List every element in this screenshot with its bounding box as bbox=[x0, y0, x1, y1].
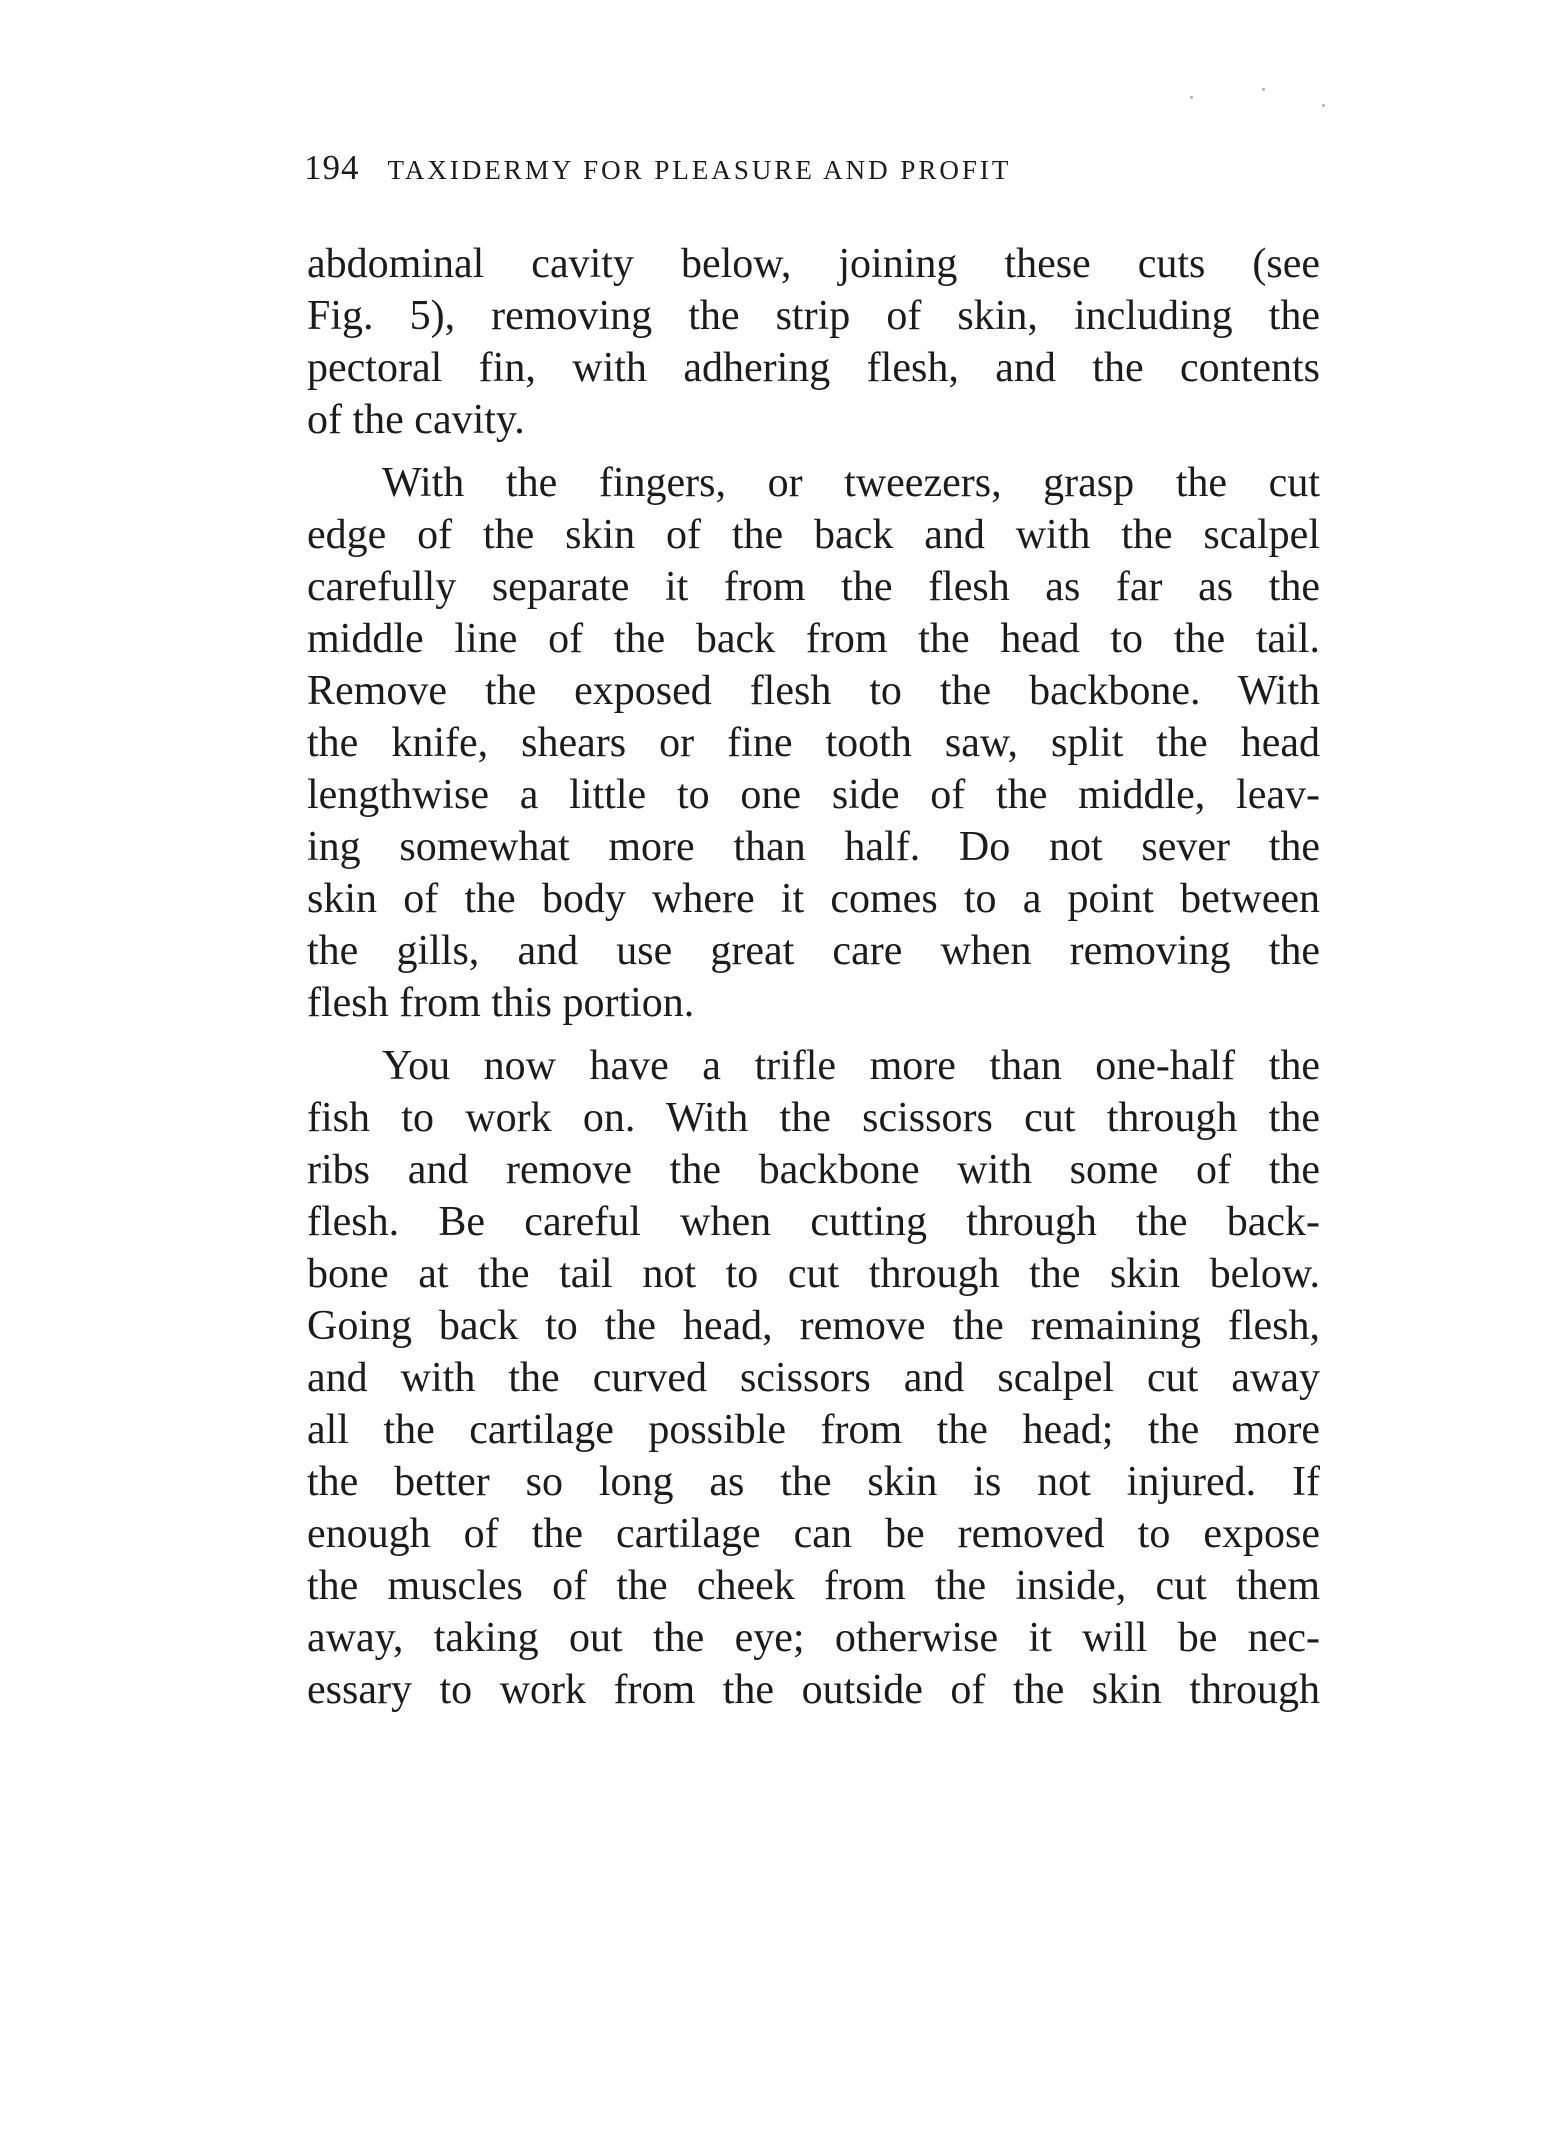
text-line: carefully separate it from the flesh as far as the bbox=[307, 564, 1320, 610]
text-line: Remove the exposed flesh to the backbone. With bbox=[307, 668, 1320, 714]
text-line: abdominal cavity below, joining these cuts (see bbox=[307, 241, 1320, 287]
text-line: bone at the tail not to cut through the skin below. bbox=[307, 1251, 1320, 1297]
text-line: the better so long as the skin is not injured. If bbox=[307, 1459, 1320, 1505]
running-head bbox=[304, 148, 1304, 188]
text-line: edge of the skin of the back and with the scalpel bbox=[307, 512, 1320, 558]
text-line: flesh. Be careful when cutting through the back- bbox=[307, 1199, 1320, 1245]
text-line: skin of the body where it comes to a point between bbox=[307, 876, 1320, 922]
text-line: and with the curved scissors and scalpel cut away bbox=[307, 1355, 1320, 1401]
text-line: all the cartilage possible from the head; the more bbox=[307, 1407, 1320, 1453]
text-line: away, taking out the eye; otherwise it will be nec- bbox=[307, 1615, 1320, 1661]
text-line: lengthwise a little to one side of the middle, leav- bbox=[307, 772, 1320, 818]
page-number: 194 bbox=[304, 148, 360, 187]
text-line: fish to work on. With the scissors cut through the bbox=[307, 1095, 1320, 1141]
text-line: of the cavity. bbox=[307, 397, 525, 443]
text-line: pectoral fin, with adhering flesh, and the contents bbox=[307, 345, 1320, 391]
text-line: enough of the cartilage can be removed to expose bbox=[307, 1511, 1320, 1557]
text-line: flesh from this portion. bbox=[307, 980, 695, 1026]
paper-speck bbox=[1322, 104, 1325, 107]
text-line: essary to work from the outside of the skin through bbox=[307, 1667, 1320, 1713]
text-line: middle line of the back from the head to the tail. bbox=[307, 616, 1320, 662]
text-line: Fig. 5), removing the strip of skin, including the bbox=[307, 293, 1320, 339]
running-title: TAXIDERMY FOR PLEASURE AND PROFIT bbox=[387, 155, 1012, 185]
text-line: With the fingers, or tweezers, grasp the cut bbox=[382, 460, 1320, 506]
paper-speck bbox=[1262, 88, 1265, 91]
text-line: the knife, shears or fine tooth saw, split the head bbox=[307, 720, 1320, 766]
text-line: ribs and remove the backbone with some of the bbox=[307, 1147, 1320, 1193]
text-line: ing somewhat more than half. Do not sever the bbox=[307, 824, 1320, 870]
paper-speck bbox=[1190, 96, 1193, 99]
text-line: Going back to the head, remove the remaining flesh, bbox=[307, 1303, 1320, 1349]
text-line: the gills, and use great care when removing the bbox=[307, 928, 1320, 974]
text-line: the muscles of the cheek from the inside, cut them bbox=[307, 1563, 1320, 1609]
text-line: You now have a trifle more than one-half the bbox=[382, 1043, 1320, 1089]
